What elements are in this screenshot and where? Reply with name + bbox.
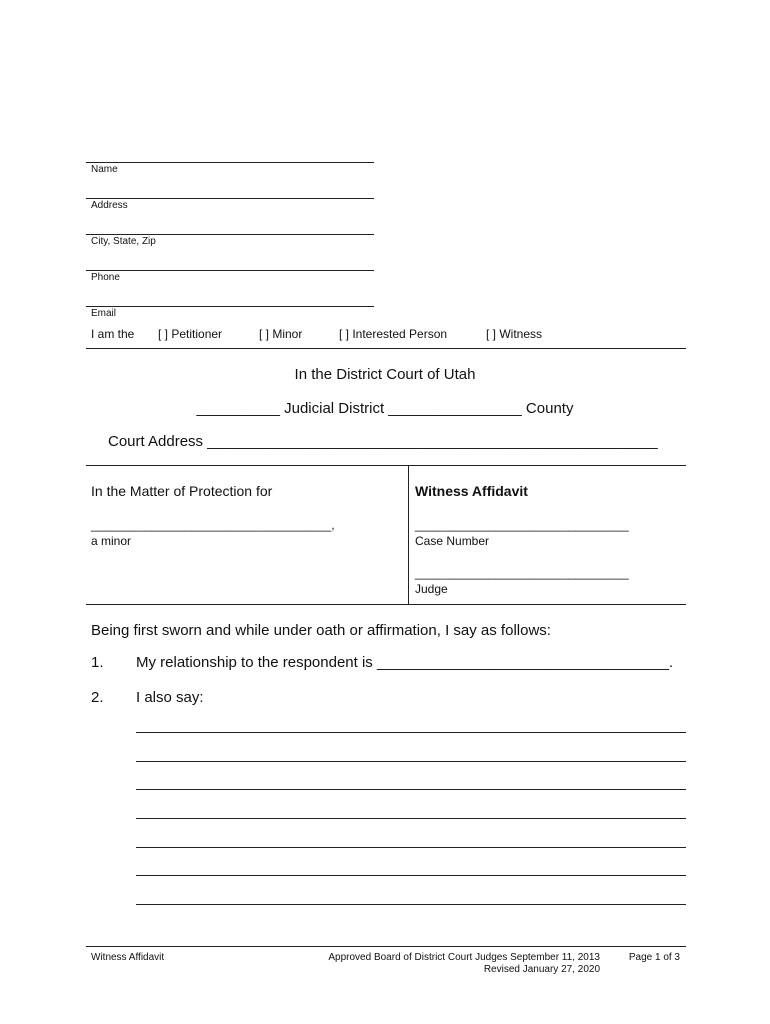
document-title: Witness Affidavit	[415, 483, 528, 499]
statement-line[interactable]	[136, 789, 686, 790]
court-title: In the District Court of Utah	[294, 366, 476, 383]
caption-divider	[408, 465, 409, 604]
minor-name-line[interactable]: ____________________________________,	[91, 518, 335, 532]
email-label: Email	[91, 308, 117, 319]
item-2-label: I also say:	[136, 689, 204, 706]
role-label: I am the	[91, 327, 135, 341]
footer-divider	[86, 946, 686, 947]
oath-intro: Being first sworn and while under oath or affirmation, I say as follows:	[91, 622, 551, 639]
matter-label: In the Matter of Protection for	[91, 483, 273, 499]
phone-label: Phone	[91, 272, 120, 283]
case-number-line[interactable]: ________________________________	[415, 518, 629, 532]
case-number-label: Case Number	[415, 534, 490, 548]
city-state-zip-label: City, State, Zip	[91, 236, 156, 247]
address-line[interactable]	[86, 198, 374, 199]
role-interested-person-checkbox[interactable]: [ ] Interested Person	[339, 327, 448, 341]
address-label: Address	[91, 200, 128, 211]
statement-line[interactable]	[136, 732, 686, 733]
item-2-number: 2.	[91, 689, 104, 706]
footer-revised: Revised January 27, 2020	[483, 964, 600, 975]
statement-line[interactable]	[136, 875, 686, 876]
statement-line[interactable]	[136, 761, 686, 762]
court-address-line[interactable]: Court Address ______________________________________________________	[108, 433, 658, 450]
footer-page-number: Page 1 of 3	[628, 952, 680, 963]
item-1-number: 1.	[91, 654, 104, 671]
caption-top-border	[86, 465, 686, 466]
email-line[interactable]	[86, 306, 374, 307]
relationship-line[interactable]: My relationship to the respondent is ___________________________________.	[136, 654, 674, 671]
footer-form-name: Witness Affidavit	[91, 952, 165, 963]
role-witness-checkbox[interactable]: [ ] Witness	[486, 327, 543, 341]
name-label: Name	[91, 164, 118, 175]
statement-line[interactable]	[136, 904, 686, 905]
statement-line[interactable]	[136, 818, 686, 819]
caption-bottom-border	[86, 604, 686, 605]
divider	[86, 348, 686, 349]
name-line[interactable]	[86, 162, 374, 163]
minor-label: a minor	[91, 534, 132, 548]
city-state-zip-line[interactable]	[86, 234, 374, 235]
phone-line[interactable]	[86, 270, 374, 271]
statement-line[interactable]	[136, 847, 686, 848]
role-petitioner-checkbox[interactable]: [ ] Petitioner	[158, 327, 223, 341]
role-minor-checkbox[interactable]: [ ] Minor	[259, 327, 303, 341]
district-county-line[interactable]: __________ Judicial District ________________ County	[196, 400, 574, 417]
judge-label: Judge	[415, 582, 448, 596]
judge-line[interactable]: ________________________________	[415, 566, 629, 580]
footer-approved: Approved Board of District Court Judges September 11, 2013	[328, 952, 600, 963]
